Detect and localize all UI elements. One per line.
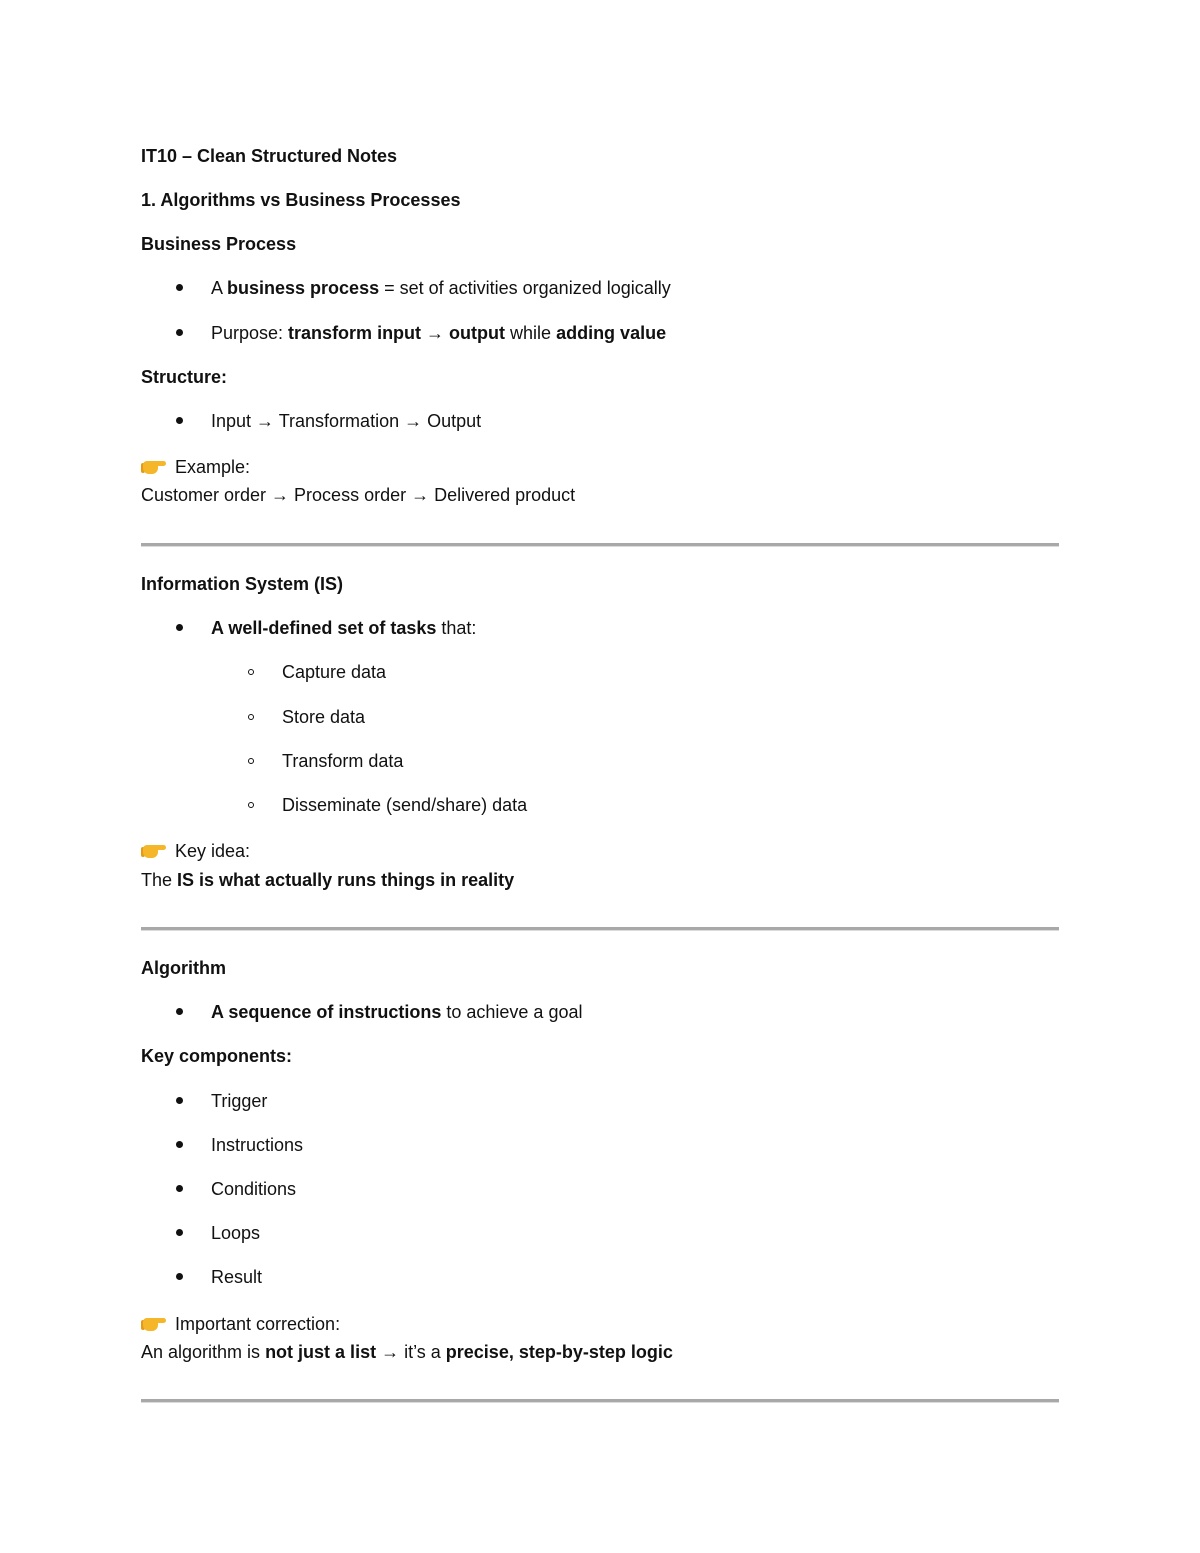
text-run-bold: output <box>444 323 506 343</box>
list-item: Store data <box>282 707 366 727</box>
text-run-bold: adding value <box>556 323 667 343</box>
correction-text <box>141 1340 673 1364</box>
correction-callout <box>141 1312 340 1336</box>
pointing-hand-icon <box>141 457 167 475</box>
sub-bullet-marker <box>248 714 254 720</box>
text-run: → it’s a <box>376 1342 446 1362</box>
text-run: The <box>141 870 178 890</box>
text-run-bold: transform input <box>288 323 427 343</box>
business-process-heading: Business Process <box>141 234 297 254</box>
text-run-bold: A sequence of instructions <box>211 1002 442 1022</box>
text-run: while <box>505 323 557 343</box>
bullet-marker <box>176 284 183 291</box>
key-idea-callout <box>141 839 250 863</box>
arrow-right-icon: → <box>426 323 445 343</box>
horizontal-divider <box>141 927 1059 931</box>
bullet-marker <box>176 417 183 424</box>
information-system-definition <box>211 616 476 640</box>
key-idea-label: Key idea: <box>175 841 251 861</box>
bullet-marker <box>176 1141 183 1148</box>
business-process-definition <box>211 276 671 300</box>
key-idea-text <box>141 868 514 892</box>
list-item: Result <box>211 1267 263 1287</box>
algorithm-definition <box>211 1000 582 1024</box>
list-item: Conditions <box>211 1179 297 1199</box>
text-run: An algorithm is <box>141 1342 266 1362</box>
list-item: Loops <box>211 1223 261 1243</box>
list-item: Instructions <box>211 1135 304 1155</box>
text-run: = set of activities organized logically <box>379 278 671 298</box>
text-run: to achieve a goal <box>441 1002 583 1022</box>
pointing-hand-icon <box>141 1314 167 1332</box>
text-run-bold: not just a list <box>265 1342 377 1362</box>
sub-bullet-marker <box>248 758 254 764</box>
text-run-bold: precise, step-by-step logic <box>445 1342 673 1362</box>
sub-bullet-marker <box>248 669 254 675</box>
example-text: Customer order → Process order → Delivered product <box>141 485 576 505</box>
text-run-bold: IS is what actually runs things in reality <box>177 870 515 890</box>
horizontal-divider <box>141 543 1059 547</box>
page-title: IT10 – Clean Structured Notes <box>141 146 398 166</box>
text-run: that: <box>436 618 477 638</box>
key-components-label: Key components: <box>141 1046 293 1066</box>
text-run-bold: business process <box>227 278 380 298</box>
text-run: A <box>211 278 228 298</box>
list-item: Disseminate (send/share) data <box>282 795 528 815</box>
bullet-marker <box>176 1185 183 1192</box>
bullet-marker <box>176 1008 183 1015</box>
bullet-marker <box>176 1097 183 1104</box>
list-item: Trigger <box>211 1091 268 1111</box>
list-item: Transform data <box>282 751 404 771</box>
section-heading: 1. Algorithms vs Business Processes <box>141 190 461 210</box>
correction-label: Important correction: <box>175 1314 341 1334</box>
example-label: Example: <box>175 457 251 477</box>
business-process-purpose <box>211 321 666 345</box>
bullet-marker <box>176 1273 183 1280</box>
pointing-hand-icon <box>141 841 167 859</box>
horizontal-divider <box>141 1399 1059 1403</box>
structure-label: Structure: <box>141 367 228 387</box>
bullet-marker <box>176 1229 183 1236</box>
list-item: Capture data <box>282 662 387 682</box>
text-run: Purpose: <box>211 323 289 343</box>
algorithm-heading: Algorithm <box>141 958 226 978</box>
sub-bullet-marker <box>248 802 254 808</box>
text-run-bold: A well-defined set of tasks <box>211 618 437 638</box>
bullet-marker <box>176 329 183 336</box>
structure-flow: Input → Transformation → Output <box>211 411 482 431</box>
bullet-marker <box>176 624 183 631</box>
information-system-heading: Information System (IS) <box>141 574 344 594</box>
example-callout <box>141 455 250 479</box>
